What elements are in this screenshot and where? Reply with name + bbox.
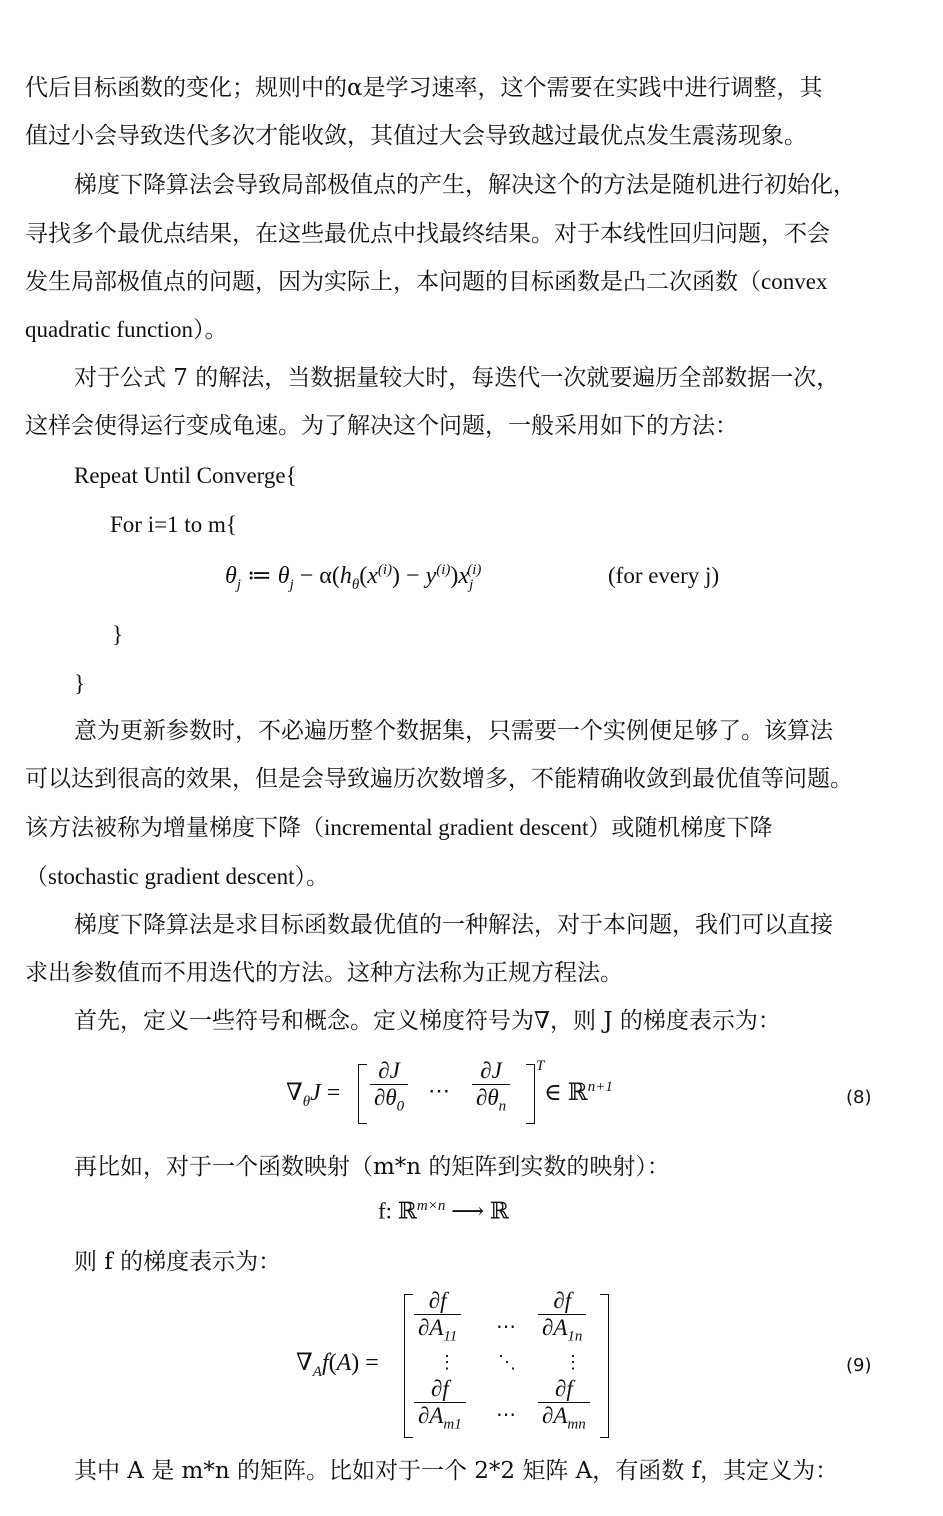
equation-number-8: (8) bbox=[846, 1087, 872, 1108]
algorithm-repeat-line: Repeat Until Converge{ bbox=[74, 463, 297, 488]
text-line: 对于公式 7 的解法，当数据量较大时，每迭代一次就要遍历全部数据一次， bbox=[74, 365, 840, 391]
text-line: （stochastic gradient descent）。 bbox=[25, 864, 330, 889]
text-line: 值过小会导致迭代多次才能收敛，其值过大会导致越过最优点发生震荡现象。 bbox=[25, 123, 807, 149]
algorithm-for-line: For i=1 to m{ bbox=[110, 512, 237, 537]
text-line: 梯度下降算法会导致局部极值点的产生，解决这个的方法是随机进行初始化， bbox=[74, 172, 856, 198]
text-line: 该方法被称为增量梯度下降（incremental gradient descent）或随机梯度下降 bbox=[25, 815, 773, 840]
text-line: 首先，定义一些符号和概念。定义梯度符号为∇，则 J 的梯度表示为： bbox=[74, 1008, 781, 1034]
algorithm-close-inner: } bbox=[112, 622, 124, 647]
algorithm-note: (for every j) bbox=[608, 563, 720, 588]
text-line: 代后目标函数的变化；规则中的α是学习速率，这个需要在实践中进行调整，其 bbox=[25, 75, 823, 101]
mapping-equation: f: ℝ$^{m\times n}$ ⟶ ℝ bbox=[378, 1198, 509, 1224]
text-line: 这样会使得运行变成龟速。为了解决这个问题，一般采用如下的方法： bbox=[25, 413, 738, 439]
text-line: 其中 A 是 m*n 的矩阵。比如对于一个 2*2 矩阵 A，有函数 f，其定义为： bbox=[74, 1458, 839, 1484]
update-rule-equation: $\theta_j$ ≔ $\theta_j - \alpha(h_\theta(x^{(i)}) - y^{(i)})x_j^{(i)}$ bbox=[225, 562, 482, 593]
text-line: 则 f 的梯度表示为： bbox=[74, 1249, 282, 1275]
equation-9: $\nabla_Af(A)$ = $\frac{\partial f}{\partial A_{11}}$ ⋯ $\frac{\partial f}{\partial A_{1n}}$ ⋮ ⋱ ⋮ $\frac{\partial f}{\partial A_{m1}}$ ⋯ $\frac{\partial f}{\partial A_{mn}}$ bbox=[296, 1288, 626, 1442]
equation-8: $\nabla_\theta J$ = $\frac{\partial J}{\partial\theta_0}$ ⋯ $\frac{\partial J}{\partial\theta_n}$ T ∈ ℝ$^{n+1}$ bbox=[286, 1058, 646, 1130]
text-line: 发生局部极值点的问题，因为实际上，本问题的目标函数是凸二次函数（convex bbox=[25, 269, 828, 294]
equation-number-9: (9) bbox=[846, 1355, 872, 1376]
text-line: 可以达到很高的效果，但是会导致遍历次数增多，不能精确收敛到最优值等问题。 bbox=[25, 766, 853, 792]
text-line: 求出参数值而不用迭代的方法。这种方法称为正规方程法。 bbox=[25, 960, 623, 986]
text-line: 梯度下降算法是求目标函数最优值的一种解法，对于本问题，我们可以直接 bbox=[74, 912, 833, 938]
text-line: 意为更新参数时，不必遍历整个数据集，只需要一个实例便足够了。该算法 bbox=[74, 718, 833, 744]
text-line: quadratic function）。 bbox=[25, 317, 228, 342]
text-line: 寻找多个最优点结果，在这些最优点中找最终结果。对于本线性回归问题，不会 bbox=[25, 221, 830, 247]
algorithm-close-outer: } bbox=[74, 671, 86, 696]
text-line: 再比如，对于一个函数映射（m*n 的矩阵到实数的映射）： bbox=[74, 1154, 670, 1180]
